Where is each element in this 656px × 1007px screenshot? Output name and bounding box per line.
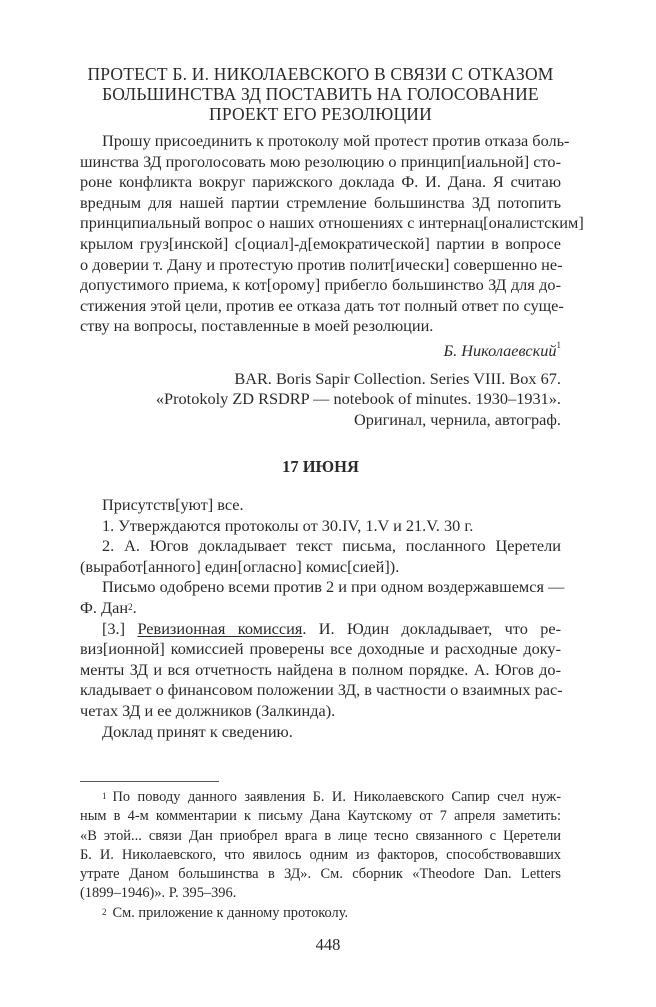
- minutes-text-fragment: Ф. Дан: [80, 597, 129, 617]
- signature-name: Б. Николаевский: [443, 341, 557, 360]
- minutes-line: (выработ[анного] един[огласно] комис[сией]).: [80, 556, 400, 576]
- footnote-line: утрате Даном большинства в ЗД». См. сборник «Theodore Dan. Letters: [80, 866, 561, 883]
- minutes-line: кладывает о финансовом положении ЗД, в частности о взаимных рас-: [80, 680, 563, 700]
- paragraph-line: принципиальный вопрос о наших отношениях с интернац[оналистским]: [80, 213, 584, 233]
- minutes-text-fragment: .: [132, 597, 137, 617]
- protest-paragraph: [80, 131, 584, 337]
- paragraph-line: о доверии т. Дану и протестую против полит[ически] совершенно не-: [80, 254, 563, 274]
- minutes-line: 1. Утверждаются протоколы от 30.IV, 1.V и 21.V. 30 г.: [102, 515, 474, 535]
- minutes-line: [80, 598, 561, 619]
- paragraph-line: шинства ЗД проголосовать мою резолюцию о принцип[иальной] сто-: [80, 151, 561, 171]
- minutes-line: Доклад принят к сведению.: [102, 721, 293, 741]
- paragraph-line: Прошу присоединить к протоколу мой протест против отказа боль-: [102, 131, 570, 150]
- footnote-ref: 1: [556, 340, 561, 350]
- minutes-text: [80, 495, 565, 742]
- title-line: БОЛЬШИНСТВА ЗД ПОСТАВИТЬ НА ГОЛОСОВАНИЕ: [102, 84, 539, 104]
- title-line: ПРОТЕСТ Б. И. НИКОЛАЕВСКОГО В СВЯЗИ С ОТКАЗОМ: [87, 64, 554, 84]
- date-heading: 17 ИЮНЯ: [282, 457, 359, 476]
- minutes-text-fragment: . И. Юдин докладывает, что ре-: [302, 618, 562, 638]
- footnote-number: 1: [102, 791, 107, 801]
- paragraph-line: допустимого приема, к кот[орому] прибегло большинство ЗД для до-: [80, 275, 561, 295]
- footnote-number: 2: [102, 906, 107, 917]
- source-line: «Protokoly ZD RSDRP — notebook of minutes. 1930–1931».: [155, 389, 561, 409]
- title-line: ПРОЕКТ ЕГО РЕЗОЛЮЦИИ: [209, 104, 432, 124]
- minutes-line: [80, 619, 561, 640]
- footnote-line: Б. И. Николаевского, что явилось одним из факторов, способствовавших: [80, 846, 561, 863]
- archive-source: [80, 369, 561, 430]
- minutes-line: виз[ионной] комиссией проверены все доходные и расходные доку-: [80, 639, 561, 659]
- minutes-line: Письмо одобрено всеми против 2 и при одном воздержавшемся —: [102, 577, 565, 597]
- minutes-line: Присутств[уют] все.: [102, 495, 244, 514]
- footnote-line: ным в 4-м комментарии к письму Дана Каутскому от 7 апреля заметить:: [80, 808, 561, 825]
- footnote-divider: [80, 781, 219, 782]
- signature: [80, 341, 561, 361]
- footnote-text: По поводу данного заявления Б. И. Николаевского Сапир счел нуж-: [112, 789, 561, 805]
- paragraph-line: стижения этой цели, против ее отказа дать тот полный ответ по суще-: [80, 295, 564, 315]
- footnotes: [80, 788, 561, 923]
- paragraph-line: вредным для нашей партии стремление большинства ЗД потопить: [80, 192, 561, 212]
- minutes-line: 2. А. Югов докладывает текст письма, посланного Церетели: [102, 536, 561, 556]
- page-number: 448: [315, 935, 341, 954]
- footnote-line: «В этой... связи Дан приобрел врага в лице тесно связанного с Церетели: [80, 827, 561, 844]
- item-number: [3.]: [102, 618, 138, 638]
- document-title: [80, 64, 561, 124]
- source-line: Оригинал, чернила, автограф.: [353, 409, 561, 429]
- footnote-text: См. приложение к данному протоколу.: [112, 904, 349, 921]
- paragraph-line: роне конфликта вокруг парижского доклада Ф. И. Дана. Я считаю: [80, 172, 561, 192]
- underlined-heading: Ревизионная комиссия: [137, 618, 303, 638]
- minutes-line: менты ЗД и вся отчетность найдена в полном порядке. А. Югов до-: [80, 659, 561, 679]
- minutes-line: четах ЗД и ее должников (Залкинда).: [80, 700, 336, 720]
- paragraph-line: ству на вопросы, поставленные в моей резолюции.: [80, 316, 434, 336]
- footnote-ref: 2: [128, 601, 133, 612]
- footnote-line: [80, 904, 561, 923]
- paragraph-line: крылом груз[инской] с[оциал]-д[емократической] партии в вопросе: [80, 233, 561, 253]
- footnote-line: [80, 788, 561, 807]
- source-line: BAR. Boris Sapir Collection. Series VIII. Box 67.: [234, 369, 561, 388]
- footnote-line: (1899–1946)». P. 395–396.: [80, 885, 237, 902]
